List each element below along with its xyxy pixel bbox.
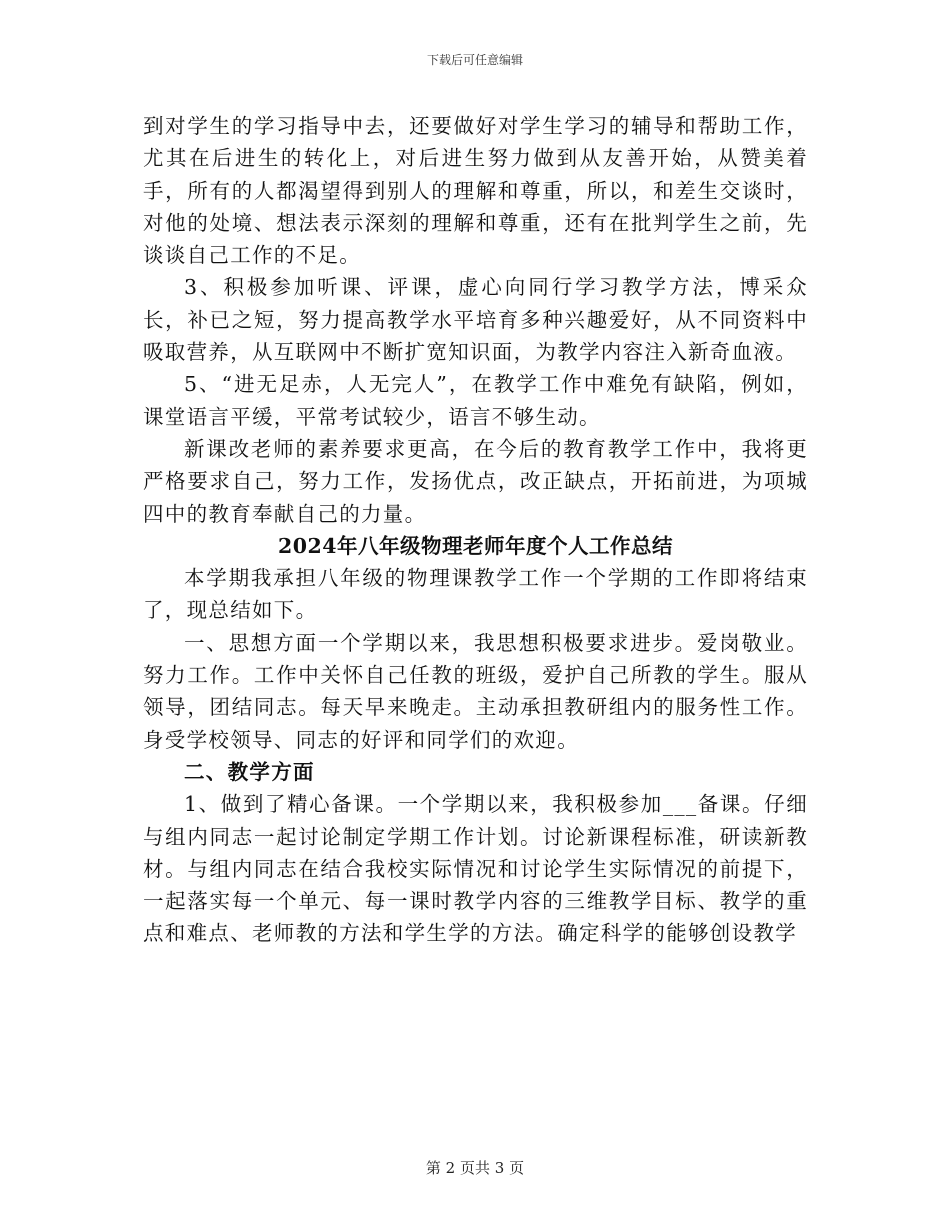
page-number: 第 2 页共 3 页 xyxy=(425,1159,525,1177)
paragraph-ideology: 一、思想方面一个学期以来，我思想积极要求进步。爱岗敬业。努力工作。工作中关怀自己任教的班级，爱护自己所教的学生。服从领导，团结同志。每天早来晚走。主动承担教研组内的服务性工作。身受学校领导、同志的好评和同学们的欢迎。 xyxy=(143,630,808,752)
paragraph-intro: 本学期我承担八年级的物理课教学工作一个学期的工作即将结束了，现总结如下。 xyxy=(143,566,808,623)
paragraph-lesson-prep: 1、做到了精心备课。一个学期以来，我积极参加___备课。仔细与组内同志一起讨论制定学期工作计划。讨论新课程标准，研读新教材。与组内同志在结合我校实际情况和讨论学生实际情况的前提下，一起落实每一个单元、每一课时教学内容的三维教学目标、教学的重点和难点、老师教的方法和学生学的方法。确定科学的能够创设教学 xyxy=(143,792,808,946)
page-header: 下载后可任意编辑 xyxy=(426,53,523,67)
paragraph-continuation: 到对学生的学习指导中去，还要做好对学生学习的辅导和帮助工作，尤其在后进生的转化上，对后进生努力做到从友善开始，从赞美着手，所有的人都渴望得到别人的理解和尊重，所以，和差生交谈时，对他的处境、想法表示深刻的理解和尊重，还有在批判学生之前，先谈谈自己工作的不足。 xyxy=(143,114,808,268)
section-heading-teaching: 二、教学方面 xyxy=(184,759,315,784)
paragraph-item-5: 5、“进无足赤，人无完人”，在教学工作中难免有缺陷，例如，课堂语言平缓，平常考试较少，语言不够生动。 xyxy=(143,372,808,429)
paragraph-item-3: 3、积极参加听课、评课，虚心向同行学习教学方法，博采众长，补已之短，努力提高教学水平培育多种兴趣爱好，从不同资料中吸取营养，从互联网中不断扩宽知识面，为教学内容注入新奇血液。 xyxy=(143,275,808,365)
document-body xyxy=(143,110,808,950)
paragraph-conclusion: 新课改老师的素养要求更高，在今后的教育教学工作中，我将更严格要求自己，努力工作，发扬优点，改正缺点，开拓前进，为项城四中的教育奉献自己的力量。 xyxy=(143,436,808,526)
document-title: 2024年八年级物理老师年度个人工作总结 xyxy=(277,533,674,558)
